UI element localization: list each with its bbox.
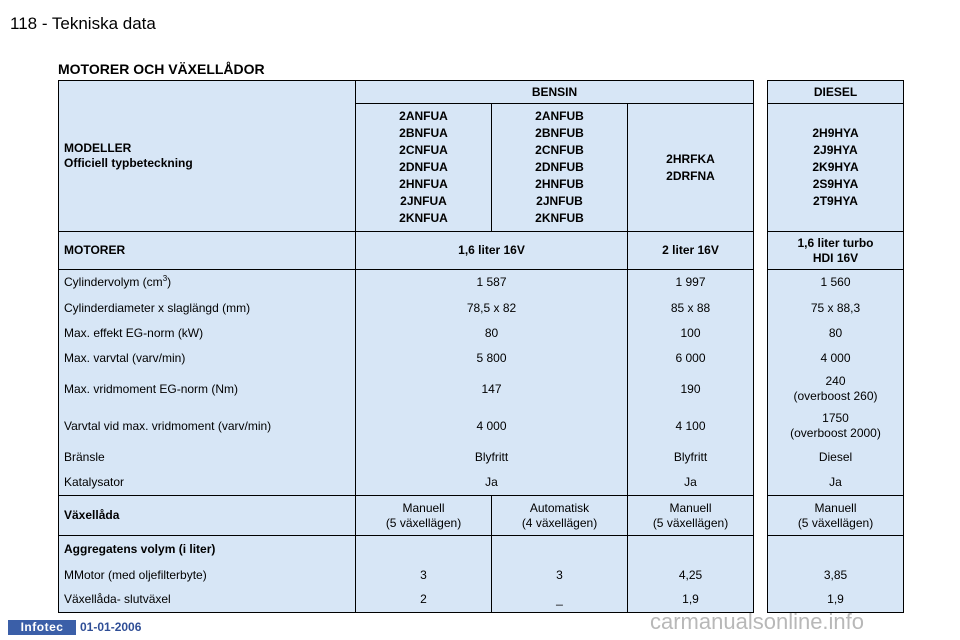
row-value-16v: 78,5 x 82 xyxy=(356,296,628,321)
table-row xyxy=(59,346,754,371)
row-value-2l: 4 100 xyxy=(628,408,754,445)
diesel-value: Diesel xyxy=(768,445,904,470)
row-label: Max. varvtal (varv/min) xyxy=(59,346,356,371)
bensin-spec-table xyxy=(58,80,754,613)
volumes-label: Aggregatens volym (i liter) xyxy=(59,536,356,563)
volume-value-2: 3 xyxy=(492,563,628,588)
table-row xyxy=(59,470,754,496)
row-label: Cylindervolym $(cm^3)$ xyxy=(59,270,356,296)
footer-date: 01-01-2006 xyxy=(80,620,142,634)
row-label: Katalysator xyxy=(59,470,356,496)
table-row xyxy=(59,496,754,536)
table-row xyxy=(59,270,754,296)
table-row xyxy=(59,371,754,408)
gearbox-1: Manuell (5 växellägen) xyxy=(356,496,492,536)
row-label: Max. effekt EG-norm (kW) xyxy=(59,321,356,346)
row-label: Växellåda- slutväxel xyxy=(59,588,356,613)
infotec-logo: Infotec xyxy=(8,620,76,635)
table-row xyxy=(59,536,754,563)
row-value-2l: 100 xyxy=(628,321,754,346)
empty-cell xyxy=(356,536,492,563)
diesel-spec-table xyxy=(767,80,904,613)
empty-cell xyxy=(628,536,754,563)
watermark: carmanualsonline.info xyxy=(650,609,865,634)
diesel-value: 240 (overboost 260) xyxy=(768,371,904,408)
row-label: Bränsle xyxy=(59,445,356,470)
table-row xyxy=(59,408,754,445)
row-value-16v: 5 800 xyxy=(356,346,628,371)
section-title: MOTORER OCH VÄXELLÅDOR xyxy=(58,61,265,77)
volume-value-2: _ xyxy=(492,588,628,613)
row-label: Cylinderdiameter x slaglängd (mm) xyxy=(59,296,356,321)
volume-value-1: 3 xyxy=(356,563,492,588)
volume-value-3: 4,25 xyxy=(628,563,754,588)
bensin-header: BENSIN xyxy=(356,81,754,104)
diesel-value: 80 xyxy=(768,321,904,346)
engines-label: MOTORER xyxy=(59,232,356,270)
row-value-2l: 6 000 xyxy=(628,346,754,371)
gearbox-2: Automatisk (4 växellägen) xyxy=(492,496,628,536)
gearbox-label: Växellåda xyxy=(59,496,356,536)
diesel-value: 4 000 xyxy=(768,346,904,371)
volume-value-1: 2 xyxy=(356,588,492,613)
row-value-2l: 1 997 xyxy=(628,270,754,296)
diesel-gearbox: Manuell (5 växellägen) xyxy=(768,496,904,536)
gearbox-3: Manuell (5 växellägen) xyxy=(628,496,754,536)
diesel-value: 1750 (overboost 2000) xyxy=(768,408,904,445)
volume-value-3: 1,9 xyxy=(628,588,754,613)
table-row xyxy=(59,563,754,588)
diesel-volume: 3,85 xyxy=(768,563,904,588)
row-value-2l: Blyfritt xyxy=(628,445,754,470)
row-label: Varvtal vid max. vridmoment (varv/min) xyxy=(59,408,356,445)
table-row xyxy=(59,445,754,470)
page-title: 118 - Tekniska data xyxy=(10,14,156,33)
model-codes-1: 2ANFUA 2BNFUA 2CNFUA 2DNFUA 2HNFUA 2JNFUA 2KNFUA xyxy=(356,104,492,232)
table-row xyxy=(59,296,754,321)
row-value-16v: Blyfritt xyxy=(356,445,628,470)
row-value-16v: 80 xyxy=(356,321,628,346)
diesel-value: Ja xyxy=(768,470,904,496)
model-codes-3: 2HRFKA 2DRFNA xyxy=(628,104,754,232)
diesel-value: 75 x 88,3 xyxy=(768,296,904,321)
table-row xyxy=(59,321,754,346)
diesel-value: 1 560 xyxy=(768,270,904,296)
row-value-16v: 4 000 xyxy=(356,408,628,445)
row-label: MMotor (med oljefilterbyte) xyxy=(59,563,356,588)
empty-cell xyxy=(492,536,628,563)
diesel-volume: 1,9 xyxy=(768,588,904,613)
row-value-16v: 147 xyxy=(356,371,628,408)
row-value-16v: Ja xyxy=(356,470,628,496)
row-value-2l: Ja xyxy=(628,470,754,496)
row-value-16v: 1 587 xyxy=(356,270,628,296)
diesel-header: DIESEL xyxy=(768,81,904,104)
model-codes-2: 2ANFUB 2BNFUB 2CNFUB 2DNFUB 2HNFUB 2JNFUB 2KNFUB xyxy=(492,104,628,232)
models-label-cell xyxy=(59,81,356,232)
diesel-model-codes: 2H9HYA 2J9HYA 2K9HYA 2S9HYA 2T9HYA xyxy=(768,104,904,232)
empty-cell xyxy=(768,536,904,563)
diesel-engine: 1,6 liter turbo HDI 16V xyxy=(768,232,904,270)
models-sublabel: Officiell typbeteckning xyxy=(64,156,193,170)
models-label: MODELLER xyxy=(64,141,132,155)
row-value-2l: 85 x 88 xyxy=(628,296,754,321)
row-label: Max. vridmoment EG-norm (Nm) xyxy=(59,371,356,408)
engine-2l: 2 liter 16V xyxy=(628,232,754,270)
row-value-2l: 190 xyxy=(628,371,754,408)
engine-16v: 1,6 liter 16V xyxy=(356,232,628,270)
